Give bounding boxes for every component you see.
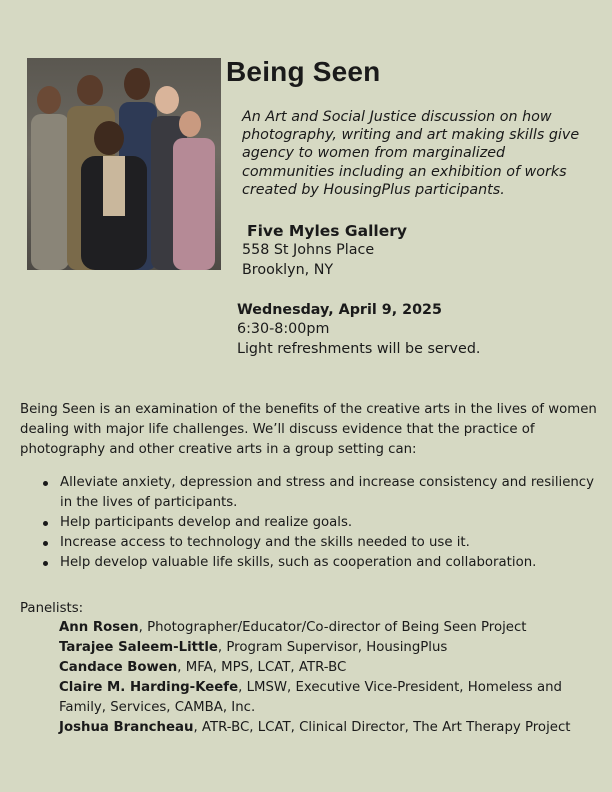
panelist-details: , Photographer/Educator/Co-director of Being Seen Project bbox=[138, 620, 527, 635]
page-title: Being Seen bbox=[226, 56, 381, 87]
event-tagline: An Art and Social Justice discussion on how photography, writing and art making skills give agency to women from marginalized communities including an exhibition of works created by HousingPlus participants. bbox=[242, 109, 580, 198]
venue-block bbox=[242, 221, 407, 280]
event-date: Wednesday, April 9, 2025 bbox=[237, 302, 442, 318]
group-photo bbox=[27, 58, 221, 270]
panelist-details: , LMSW, Executive Vice-President, Homeless and Family, Services, CAMBA, Inc. bbox=[59, 680, 562, 715]
panelist-item bbox=[59, 638, 599, 658]
panelist-item bbox=[59, 618, 599, 638]
panelist-item bbox=[59, 718, 599, 738]
panelist-name: Claire M. Harding-Keefe bbox=[59, 680, 239, 695]
panelist-item bbox=[59, 678, 599, 718]
panelist-details: , ATR-BC, LCAT, Clinical Director, The Art Therapy Project bbox=[193, 720, 571, 735]
panelist-item bbox=[59, 658, 599, 678]
list-item: Alleviate anxiety, depression and stress and increase consistency and resiliency in the lives of participants. bbox=[20, 473, 600, 513]
panelists-list bbox=[59, 618, 599, 738]
event-block bbox=[237, 300, 480, 359]
benefits-list bbox=[20, 473, 600, 573]
panelist-name: Ann Rosen bbox=[59, 620, 139, 635]
event-time: 6:30-8:00pm bbox=[237, 321, 330, 337]
list-item: Increase access to technology and the skills needed to use it. bbox=[20, 533, 600, 553]
list-item: Help participants develop and realize goals. bbox=[20, 513, 600, 533]
intro-paragraph: Being Seen is an examination of the benefits of the creative arts in the lives of women dealing with major life challenges. We’ll discuss evidence that the practice of photography and other creative arts in a group setting can: bbox=[20, 402, 597, 457]
panelist-name: Tarajee Saleem-Little bbox=[59, 640, 218, 655]
event-note: Light refreshments will be served. bbox=[237, 340, 481, 357]
panelist-name: Joshua Brancheau bbox=[59, 720, 194, 735]
panelists-heading: Panelists: bbox=[20, 601, 84, 616]
panelist-details: , Program Supervisor, HousingPlus bbox=[217, 640, 448, 655]
venue-street: 558 St Johns Place bbox=[242, 242, 375, 258]
list-item: Help develop valuable life skills, such as cooperation and collaboration. bbox=[20, 553, 600, 573]
panelist-details: , MFA, MPS, LCAT, ATR-BC bbox=[177, 660, 347, 675]
panelist-name: Candace Bowen bbox=[59, 660, 178, 675]
venue-name: Five Myles Gallery bbox=[247, 222, 407, 240]
venue-city: Brooklyn, NY bbox=[242, 261, 334, 278]
